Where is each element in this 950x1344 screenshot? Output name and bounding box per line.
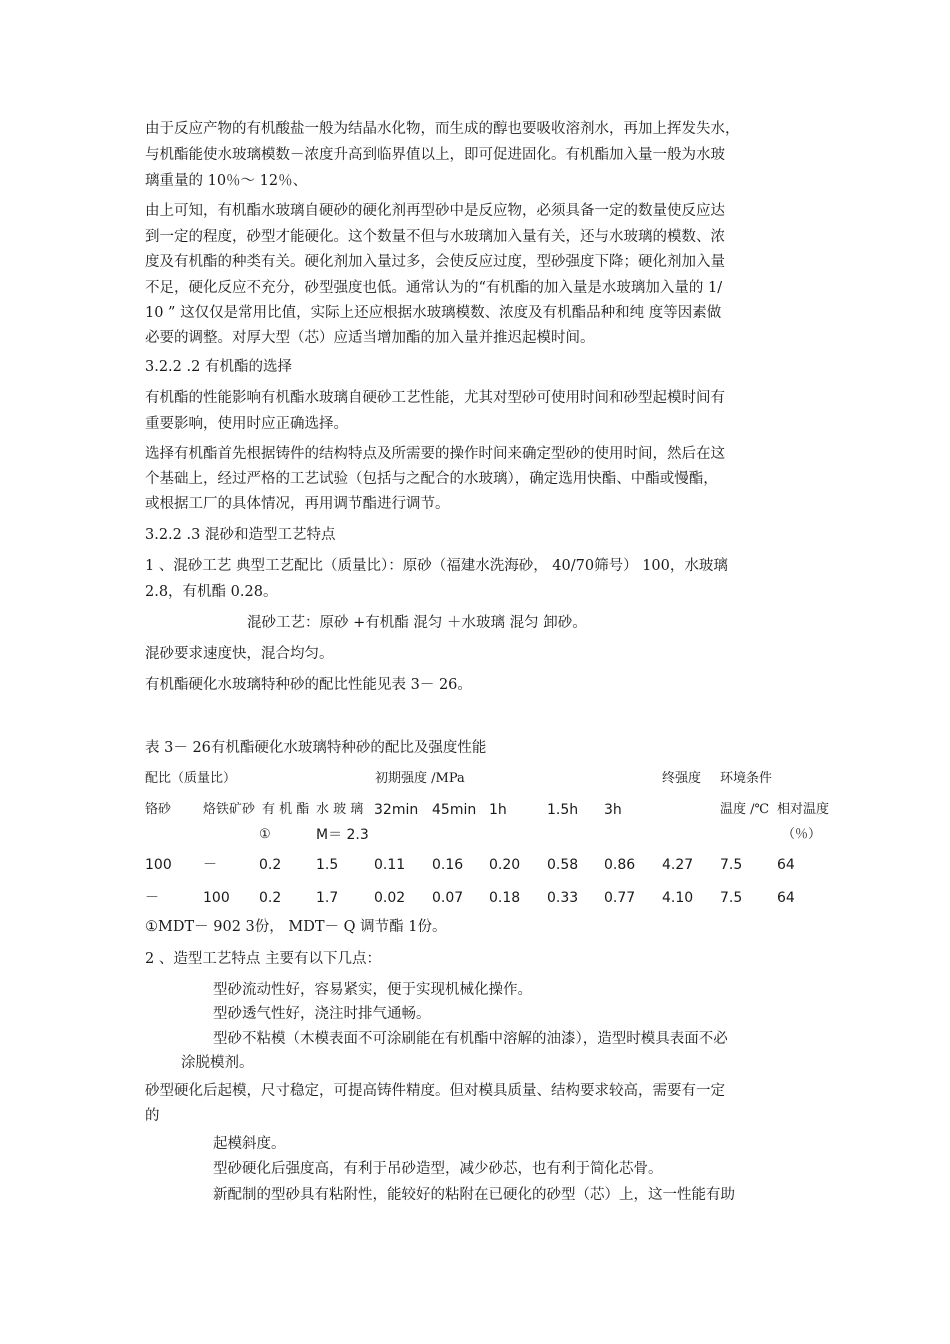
table-cell: 100: [145, 857, 172, 873]
header-early-strength: 初期强度 /MPa: [375, 771, 465, 786]
table-cell: 64: [777, 890, 795, 906]
header-ratio: 配比（质量比）: [145, 771, 237, 786]
table-cell: 0.02: [374, 890, 406, 906]
header-1-5h: 1.5h: [547, 802, 579, 818]
ester-footnote-mark: ①: [259, 827, 271, 842]
table-cell: 7.5: [720, 890, 743, 906]
paragraph-line: 度及有机酯的种类有关。硬化剂加入量过多，会使反应过度，型砂强度下降；硬化剂加入量: [145, 254, 725, 270]
list-item: 型砂不粘模（木模表面不可涂刷能在有机酯中溶解的油漆），造型时模具表面不必: [213, 1031, 728, 1047]
list-item: 型砂流动性好，容易紧实，便于实现机械化操作。: [213, 982, 532, 998]
section-title: 2 、造型工艺特点 主要有以下几点：: [145, 951, 381, 967]
header-water-glass: 水 玻 璃: [316, 802, 364, 817]
table-cell: 0.86: [604, 857, 636, 873]
list-item: 型砂硬化后强度高，有利于吊砂造型，减少砂芯，也有利于简化芯骨。: [213, 1161, 663, 1177]
header-ferro-sand: 烙铁矿砂: [203, 802, 256, 817]
paragraph-line: 与机酯能使水玻璃模数－浓度升高到临界值以上，即可促进固化。有机酯加入量一般为水玻: [145, 147, 725, 163]
table-cell: 1.7: [316, 890, 339, 906]
header-relative-humidity: 相对温度: [777, 802, 830, 817]
header-3h: 3h: [604, 802, 622, 818]
paragraph-line: 1 、混砂工艺 典型工艺配比（质量比）：原砂（福建水洗海砂， 40/70筛号） 100，水玻璃: [145, 558, 728, 574]
table-footnote: ①MDT－ 902 3份， MDT－ Q 调节酯 1份。: [145, 919, 447, 935]
section-heading: 3.2.2 .3 混砂和造型工艺特点: [145, 527, 336, 543]
table-cell: 0.11: [374, 857, 406, 873]
paragraph-line: 必要的调整。对厚大型（芯）应适当增加酯的加入量并推迟起模时间。: [145, 330, 595, 346]
paragraph-line: 个基础上，经过严格的工艺试验（包括与之配合的水玻璃），确定选用快酯、中酯或慢酯，: [145, 471, 718, 487]
table-cell: －: [145, 890, 159, 906]
table-cell: 1.5: [316, 857, 339, 873]
header-chrome-sand: 铬砂: [145, 802, 172, 817]
header-final-strength: 终强度: [662, 771, 702, 786]
paragraph-line: 由于反应产物的有机酸盐一般为结晶水化物，而生成的醇也要吸收溶剂水，再加上挥发失水，: [145, 121, 740, 137]
table-cell: 0.16: [432, 857, 464, 873]
table-cell: 4.27: [662, 857, 694, 873]
paragraph-line: 有机酯硬化水玻璃特种砂的配比性能见表 3－ 26。: [145, 677, 472, 693]
table-cell: 0.2: [259, 890, 282, 906]
paragraph-line: 或根据工厂的具体情况，再用调节酯进行调节。: [145, 496, 450, 512]
header-environment: 环境条件: [720, 771, 773, 786]
table-cell: 0.2: [259, 857, 282, 873]
paragraph-line: 到一定的程度，砂型才能硬化。这个数量不但与水玻璃加入量有关，还与水玻璃的模数、浓: [145, 229, 725, 245]
table-cell: 0.18: [489, 890, 521, 906]
paragraph-line: 混砂要求速度快，混合均匀。: [145, 646, 334, 662]
list-item: 砂型硬化后起模，尺寸稳定，可提高铸件精度。但对模具质量、结构要求较高，需要有一定: [145, 1083, 725, 1099]
table-cell: 4.10: [662, 890, 694, 906]
list-item-continuation: 涂脱模剂。: [181, 1055, 254, 1071]
table-cell: 0.33: [547, 890, 579, 906]
paragraph-line: 有机酯的性能影响有机酯水玻璃自硬砂工艺性能，尤其对型砂可使用时间和砂型起模时间有: [145, 390, 725, 406]
table-cell: 0.07: [432, 890, 464, 906]
paragraph-line: 由上可知，有机酯水玻璃自硬砂的硬化剂再型砂中是反应物，必须具备一定的数量使反应达: [145, 203, 725, 219]
paragraph-line: 璃重量的 10％～ 12％、: [145, 173, 308, 189]
paragraph-line: 重要影响，使用时应正确选择。: [145, 416, 348, 432]
header-1h: 1h: [489, 802, 507, 818]
paragraph-line: 2.8，有机酯 0.28。: [145, 584, 278, 600]
list-item-continuation: 起模斜度。: [213, 1136, 286, 1152]
header-modulus: M＝ 2.3: [316, 827, 369, 843]
header-32min: 32min: [374, 802, 419, 818]
list-item-continuation: 的: [145, 1108, 160, 1124]
paragraph-line: 10 ” 这仅仅是常用比值，实际上还应根据水玻璃模数、浓度及有机酯品种和纯 度等因素做: [145, 305, 722, 321]
table-cell: 0.20: [489, 857, 521, 873]
table-cell: 7.5: [720, 857, 743, 873]
list-item: 型砂透气性好，浇注时排气通畅。: [213, 1006, 431, 1022]
paragraph-line: 不足，硬化反应不充分，砂型强度也低。通常认为的“有机酯的加入量是水玻璃加入量的 1/: [145, 280, 723, 296]
section-heading: 3.2.2 .2 有机酯的选择: [145, 359, 292, 375]
header-45min: 45min: [432, 802, 477, 818]
table-cell: －: [203, 857, 217, 873]
header-humidity-unit: （％）: [782, 827, 822, 842]
table-cell: 0.77: [604, 890, 636, 906]
table-cell: 100: [203, 890, 230, 906]
list-item: 新配制的型砂具有粘附性，能较好的粘附在已硬化的砂型（芯）上，这一性能有助: [213, 1187, 735, 1203]
table-caption: 表 3－ 26有机酯硬化水玻璃特种砂的配比及强度性能: [145, 740, 487, 756]
table-cell: 64: [777, 857, 795, 873]
header-ester: 有 机 酯: [262, 802, 310, 817]
process-line: 混砂工艺：原砂 +有机酯 混匀 ＋水玻璃 混匀 卸砂。: [247, 615, 587, 631]
table-cell: 0.58: [547, 857, 579, 873]
header-temperature: 温度 /℃: [720, 802, 770, 817]
paragraph-line: 选择有机酯首先根据铸件的结构特点及所需要的操作时间来确定型砂的使用时间，然后在这: [145, 446, 725, 462]
